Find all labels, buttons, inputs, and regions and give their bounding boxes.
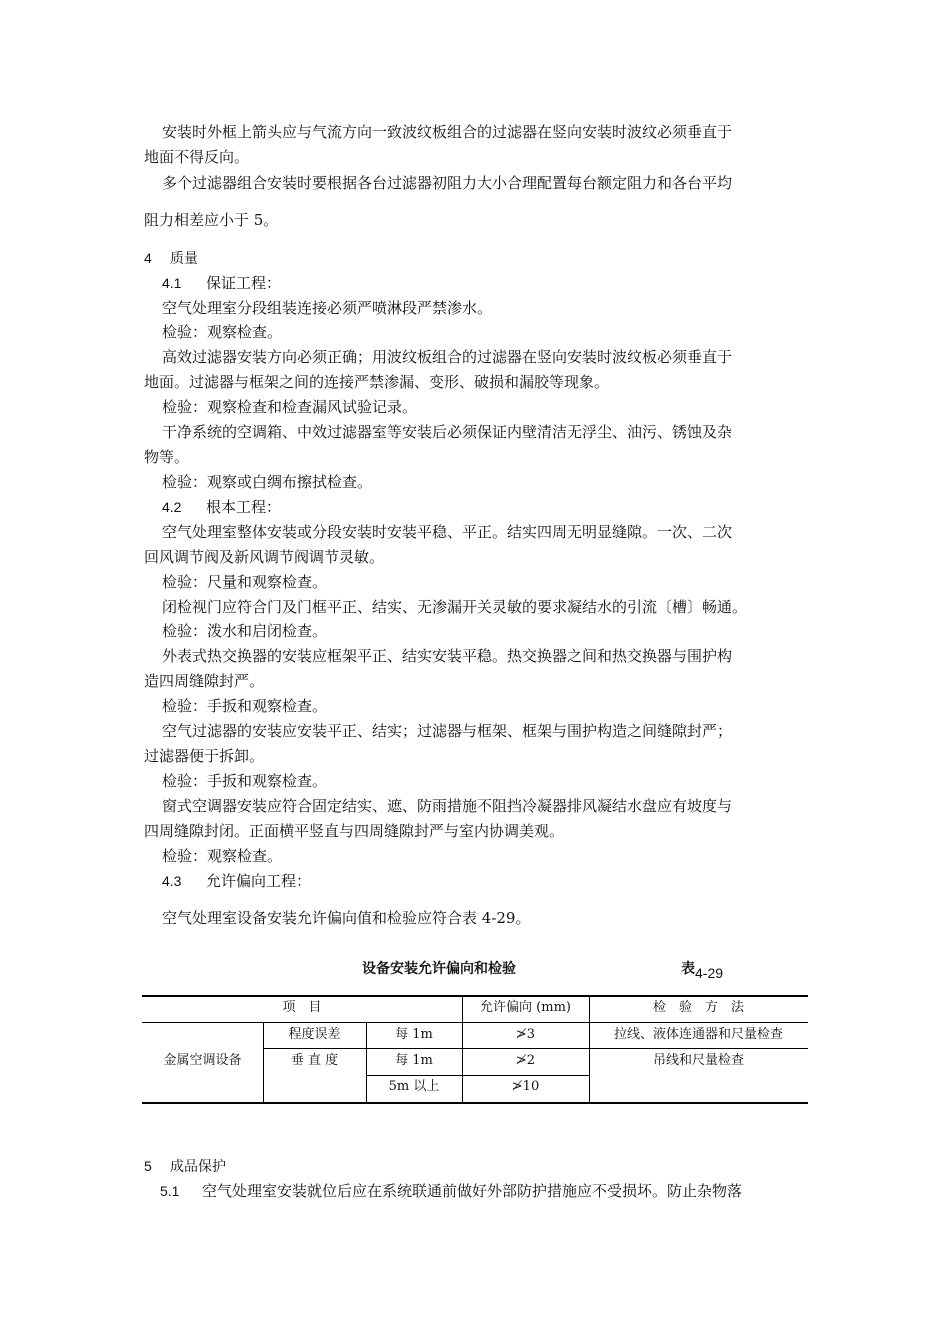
paragraph-line: 过滤器便于拆卸。	[144, 747, 265, 765]
table-caption: 设备安装允许偏向和检验	[362, 961, 516, 977]
paragraph-line: 地面。过滤器与框架之间的连接严禁渗漏、变形、破损和漏胶等现象。	[144, 373, 610, 391]
paragraph-line: 空气处理室安装就位后应在系统联通前做好外部防护措施应不受损坏。防止杂物落	[202, 1182, 743, 1200]
inspection-line: 检验：尺量和观察检查。	[162, 573, 328, 591]
section-title: 质量	[170, 251, 198, 267]
subsection-number: 4.1	[162, 275, 182, 291]
subsection-heading-4-2	[162, 497, 281, 517]
table-header-tolerance: 允许偏向 (mm)	[480, 1000, 571, 1015]
inspection-line: 检验：手扳和观察检查。	[162, 772, 328, 790]
table-cell-item: 垂 直 度	[290, 1053, 339, 1068]
table-row-rule	[263, 1048, 808, 1049]
table-cell-method: 吊线和尺量检查	[652, 1053, 744, 1068]
paragraph-line: 空气过滤器的安装应安装平正、结实；过滤器与框架、框架与围护构造之间缝隙封严；	[162, 722, 733, 740]
paragraph-line: 闭检视门应符合门及门框平正、结实、无渗漏开关灵敏的要求凝结水的引流〔槽〕畅通。	[162, 598, 748, 616]
table-header-method: 检 验 方 法	[652, 1000, 744, 1015]
section-heading-5	[144, 1156, 226, 1177]
paragraph-line: 物等。	[144, 448, 190, 466]
subsection-number: 4.3	[162, 873, 182, 889]
table-cell-condition: 每 1m	[395, 1053, 433, 1068]
paragraph-line: 外表式热交换器的安装应框架平正、结实安装平稳。热交换器之间和热交换器与围护构	[162, 647, 733, 665]
table-top-rule	[142, 995, 808, 997]
subsection-title: 允许偏向工程：	[206, 872, 312, 890]
subsection-heading-4-3	[162, 871, 311, 891]
paragraph-line: 安装时外框上箭头应与气流方向一致波纹板组合的过滤器在竖向安装时波纹必须垂直于	[162, 123, 733, 141]
table-label	[681, 958, 724, 981]
inspection-line: 检验：观察或白绸布擦拭检查。	[162, 473, 373, 491]
paragraph-line: 干净系统的空调箱、中效过滤器室等安装后必须保证内壁清洁无浮尘、油污、锈蚀及杂	[162, 423, 733, 441]
table-bottom-rule	[142, 1102, 808, 1104]
paragraph-line: 四周缝隙封闭。正面横平竖直与四周缝隙封严与室内协调美观。	[144, 822, 565, 840]
subsection-heading-4-1	[162, 273, 281, 293]
subsection-5-1	[144, 1181, 742, 1201]
table-group-label: 金属空调设备	[163, 1053, 242, 1068]
inspection-line: 检验：观察检查。	[162, 323, 283, 341]
table-cell-condition: 每 1m	[395, 1027, 433, 1042]
paragraph-line: 空气处理室整体安装或分段安装时安装平稳、平正。结实四周无明显缝隙。一次、二次	[162, 523, 733, 541]
paragraph-line: 阻力相差应小于 5。	[144, 211, 279, 229]
inspection-line: 检验：手扳和观察检查。	[162, 697, 328, 715]
inspection-line: 检验：观察检查。	[162, 847, 283, 865]
table-header-item: 项 目	[282, 1000, 322, 1015]
section-number: 5	[144, 1158, 152, 1174]
subsection-title: 保证工程：	[206, 274, 282, 292]
table-word: 表	[681, 961, 695, 977]
subsection-title: 根本工程：	[206, 498, 282, 516]
table-cell-tolerance: ≯2	[515, 1053, 536, 1068]
table-cell-item: 程度误差	[288, 1027, 341, 1042]
section-title: 成品保护	[170, 1159, 226, 1175]
paragraph-line: 回风调节阀及新风调节阀调节灵敏。	[144, 548, 385, 566]
inspection-line: 检验：泼水和启闭检查。	[162, 622, 328, 640]
table-number: 4-29	[695, 965, 724, 981]
section-number: 4	[144, 250, 152, 266]
table-row-rule	[366, 1075, 589, 1076]
paragraph-line: 多个过滤器组合安装时要根据各台过滤器初阻力大小合理配置每台额定阻力和各台平均	[162, 174, 733, 192]
paragraph-line: 高效过滤器安装方向必须正确；用波纹板组合的过滤器在竖向安装时波纹板必须垂直于	[162, 348, 733, 366]
table-cell-tolerance: ≯3	[515, 1027, 536, 1042]
paragraph-line: 空气处理室设备安装允许偏向值和检验应符合表 4-29。	[162, 909, 531, 927]
paragraph-line: 地面不得反向。	[144, 148, 250, 166]
paragraph-line: 空气处理室分段组装连接必须严喷淋段严禁渗水。	[162, 299, 493, 317]
table-cell-tolerance: ≯10	[511, 1079, 540, 1094]
table-cell-condition: 5m 以上	[388, 1079, 440, 1094]
table-cell-method: 拉线、液体连通器和尺量检查	[613, 1027, 783, 1042]
table-header-rule	[142, 1022, 808, 1023]
subsection-number: 4.2	[162, 499, 182, 515]
paragraph-line: 窗式空调器安装应符合固定结实、遮、防雨措施不阻挡冷凝器排风凝结水盘应有坡度与	[162, 797, 733, 815]
inspection-line: 检验：观察检查和检查漏风试验记录。	[162, 398, 418, 416]
section-heading-4	[144, 248, 198, 269]
subsection-number: 5.1	[160, 1183, 180, 1199]
tolerance-table	[142, 995, 808, 1105]
paragraph-line: 造四周缝隙封严。	[144, 672, 265, 690]
